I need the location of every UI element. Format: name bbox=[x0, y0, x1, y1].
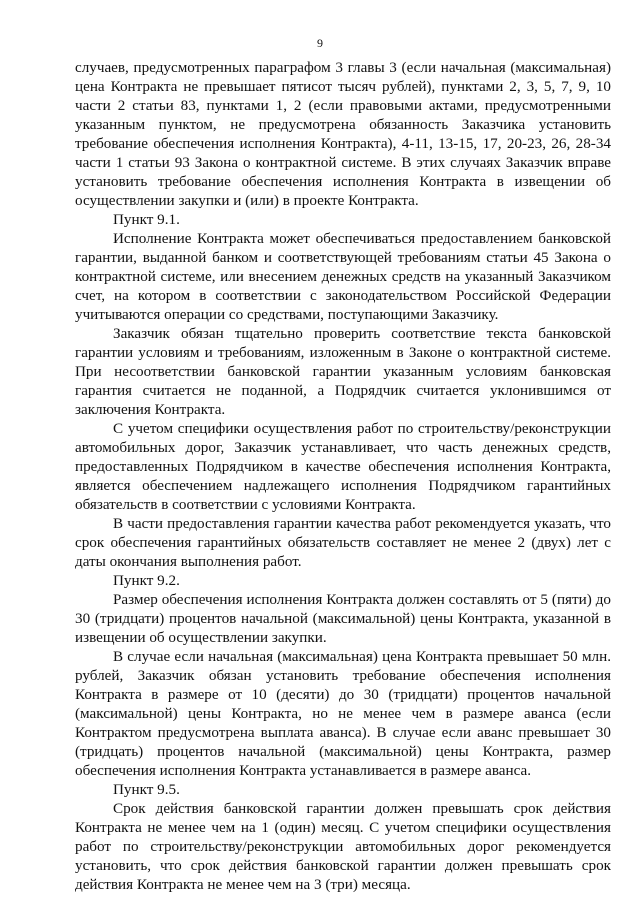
paragraph-guarantee-validity: Срок действия банковской гарантии должен превышать срок действия Контракта не менее чем на 1 (один) месяц. С учетом специфики осуществления работ по строительству/реконструкции автомобильных дорог рекомендуется установить, что срок действия банковской гарантии должен превышать срок действия Контракта не менее чем на 3 (три) месяца. bbox=[75, 800, 611, 893]
paragraph-security-amount: Размер обеспечения исполнения Контракта должен составлять от 5 (пяти) до 30 (тридцати) процентов начальной (максимальной) цены Контракта, указанной в извещении об осуществлении закупки. bbox=[75, 591, 611, 646]
paragraph-guarantee-methods: Исполнение Контракта может обеспечиваться предоставлением банковской гарантии, выданной банком и соответствующей требованиям статьи 45 Закона о контрактной системе, или внесением денежных средств на указанный Заказчиком счет, на котором в соответствии с законодательством Российской Федерации учитываются операции со средствами, поступающими Заказчику. bbox=[75, 230, 611, 323]
document-body bbox=[75, 58, 611, 894]
section-heading-9-2: Пункт 9.2. bbox=[113, 572, 180, 589]
paragraph-warranty-term: В части предоставления гарантии качества работ рекомендуется указать, что срок обеспечения гарантийных обязательств составляет не менее 2 (двух) лет с даты окончания выполнения работ. bbox=[75, 515, 611, 570]
page-number: 9 bbox=[317, 36, 323, 50]
section-heading-9-5: Пункт 9.5. bbox=[113, 781, 180, 798]
paragraph-guarantee-check: Заказчик обязан тщательно проверить соответствие текста банковской гарантии условиям и требованиям, изложенным в Законе о контрактной системе. При несоответствии банковской гарантии указанным условиям банковская гарантия считается не поданной, а Подрядчик считается уклонившимся от заключения Контракта. bbox=[75, 325, 611, 418]
section-heading-9-1: Пункт 9.1. bbox=[113, 211, 180, 228]
paragraph-warranty-security: С учетом специфики осуществления работ по строительству/реконструкции автомобильных дорог, Заказчик устанавливает, что часть денежных средств, предоставленных Подрядчиком в качестве обеспечения исполнения Контракта, является обеспечением надлежащего исполнения Подрядчиком гарантийных обязательств в соответствии с условиями Контракта. bbox=[75, 420, 611, 513]
paragraph-large-contract-security: В случае если начальная (максимальная) цена Контракта превышает 50 млн. рублей, Заказчик обязан установить требование обеспечения исполнения Контракта в размере от 10 (десяти) до 30 (тридцати) процентов начальной (максимальной) цены Контракта, но не менее чем в размере аванса (если Контрактом предусмотрена выплата аванса). В случае если аванс превышает 30 (тридцать) процентов начальной (максимальной) цены Контракта, размер обеспечения исполнения Контракта устанавливается в размере аванса. bbox=[75, 648, 611, 779]
paragraph-continuation: случаев, предусмотренных параграфом 3 главы 3 (если начальная (максимальная) цена Контракта не превышает пятисот тысяч рублей), пунктами 2, 3, 5, 7, 9, 10 части 2 статьи 83, пунктами 1, 2 (если правовыми актами, предусмотренными указанным пунктом, не предусмотрена обязанность Заказчика установить требование обеспечения исполнения Контракта), 4-11, 13-15, 17, 20-23, 26, 28-34 части 1 статьи 93 Закона о контрактной системе. В этих случаях Заказчик вправе установить требование обеспечения исполнения Контракта в извещении об осуществлении закупки и (или) в проекте Контракта. bbox=[75, 59, 611, 209]
